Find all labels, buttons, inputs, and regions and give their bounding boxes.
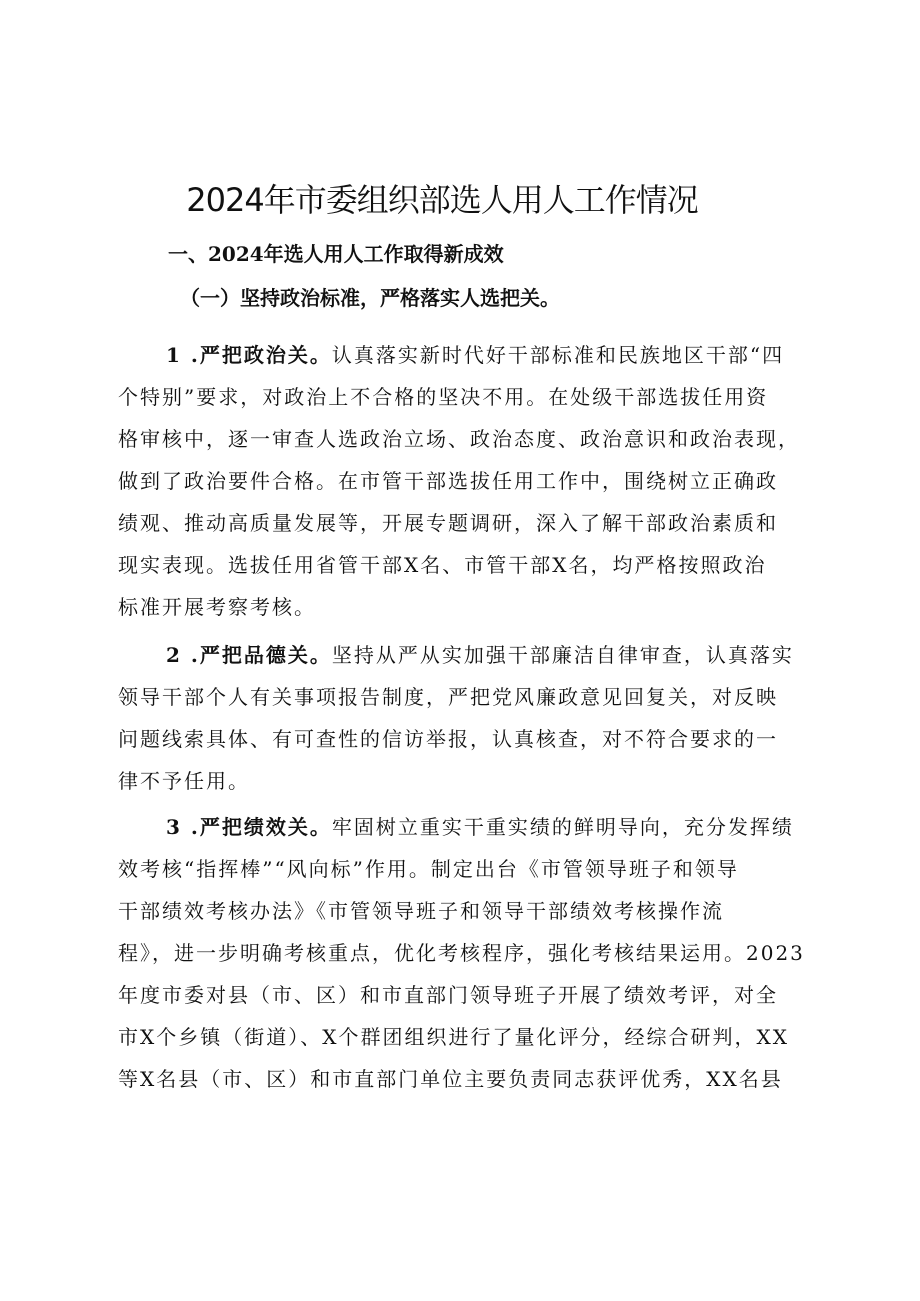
paragraph-line: 效考核“指挥棒”“风向标”作用。制定出台《市管领导班子和领导 [118, 857, 739, 881]
paragraph-line: 格审核中，逐一审查人选政治立场、政治态度、政治意识和政治表现， [118, 427, 800, 451]
paragraph-line: 现实表现。选拔任用省管干部X名、市管干部X名，均严格按照政治 [118, 553, 767, 577]
paragraph-line: 干部绩效考核办法》《市管领导班子和领导干部绩效考核操作流 [118, 899, 724, 923]
paragraph-line: 市X个乡镇（街道）、X个群团组织进行了量化评分，经综合研判，XX [118, 1025, 789, 1049]
paragraph-text: 牢固树立重实干重实绩的鲜明导向，充分发挥绩 [331, 815, 794, 839]
paragraph-line: 律不予任用。 [118, 769, 250, 793]
paragraph-line [118, 806, 818, 848]
paragraph-line: 个特别”要求，对政治上不合格的坚决不用。在处级干部选拔任用资 [118, 385, 769, 409]
subsection-heading: （一）坚持政治标准，严格落实人选把关。 [180, 286, 560, 310]
paragraph-lead: 3 .严把绩效关。 [166, 815, 332, 839]
section-heading: 一、2024年选人用人工作取得新成效 [168, 242, 504, 266]
paragraph-morality [118, 634, 818, 802]
paragraph-lead: 1 .严把政治关。 [166, 343, 332, 367]
paragraph-line: 程》，进一步明确考核重点，优化考核程序，强化考核结果运用。2023 [118, 941, 805, 965]
paragraph-political [118, 334, 818, 628]
paragraph-line: 绩观、推动高质量发展等，开展专题调研，深入了解干部政治素质和 [118, 511, 778, 535]
document-title: 2024年市委组织部选人用人工作情况 [186, 181, 698, 219]
paragraph-line [118, 634, 818, 676]
paragraph-performance [118, 806, 818, 1100]
paragraph-line: 做到了政治要件合格。在市管干部选拔任用工作中，围绕树立正确政 [118, 469, 778, 493]
paragraph-lead: 2 .严把品德关。 [166, 643, 332, 667]
paragraph-line: 问题线索具体、有可查性的信访举报，认真核查，对不符合要求的一 [118, 727, 778, 751]
paragraph-line: 年度市委对县（市、区）和市直部门领导班子开展了绩效考评，对全 [118, 983, 778, 1007]
paragraph-text: 认真落实新时代好干部标准和民族地区干部“四 [331, 343, 785, 367]
paragraph-line [118, 334, 818, 376]
paragraph-line: 领导干部个人有关事项报告制度，严把党风廉政意见回复关，对反映 [118, 685, 778, 709]
paragraph-line: 标准开展考察考核。 [118, 595, 316, 619]
paragraph-text: 坚持从严从实加强干部廉洁自律审查，认真落实 [331, 643, 794, 667]
paragraph-line: 等X名县（市、区）和市直部门单位主要负责同志获评优秀，XX名县 [118, 1067, 783, 1091]
